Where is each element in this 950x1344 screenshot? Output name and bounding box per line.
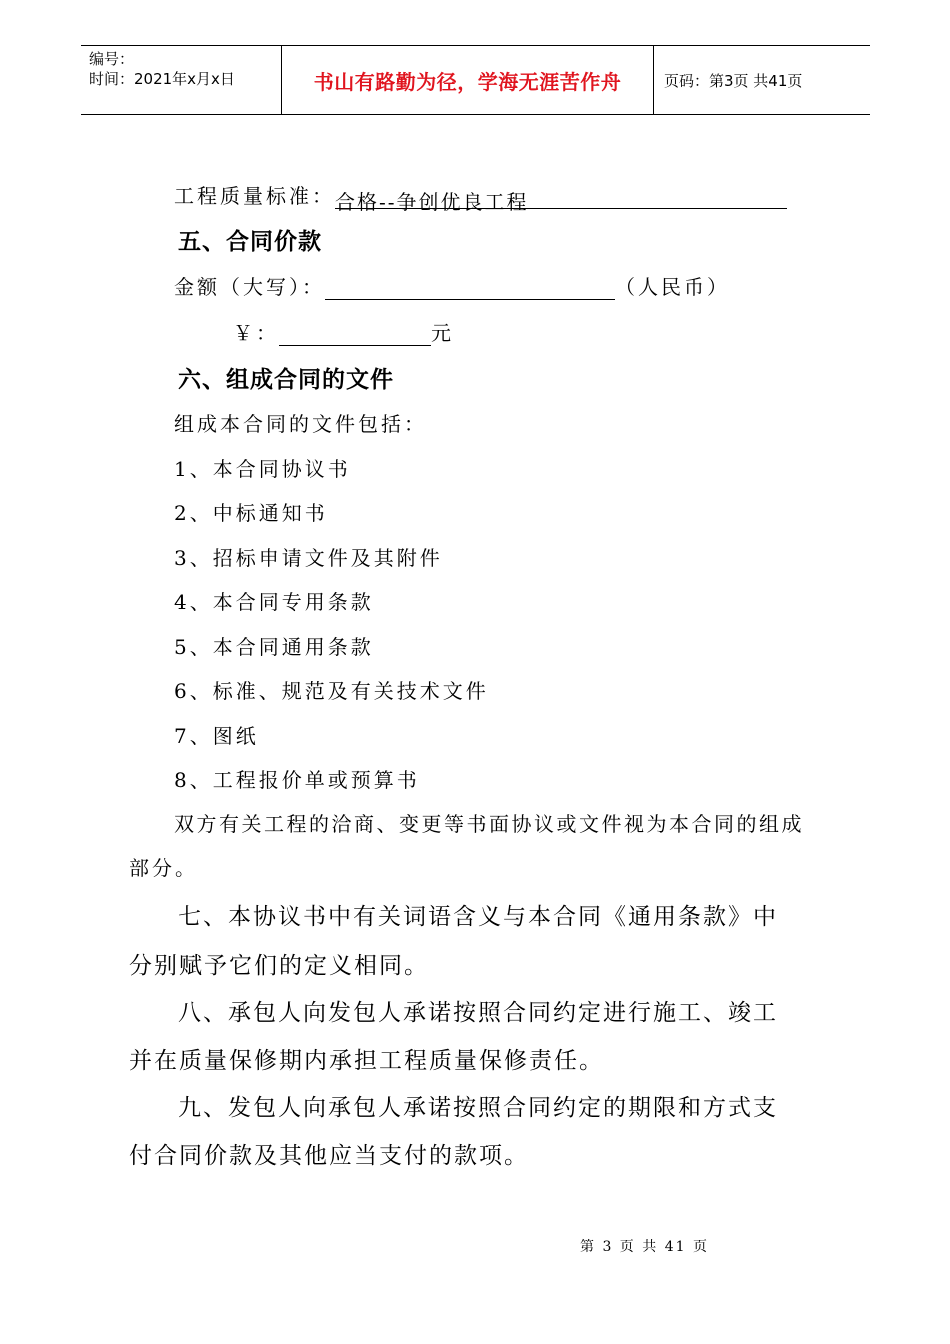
docs-intro: 组成本合同的文件包括： <box>174 412 427 436</box>
docs-note-line-2: 部分。 <box>129 856 198 880</box>
doc-item: 2、中标通知书 <box>174 501 328 525</box>
section-7-line-2: 分别赋予它们的定义相同。 <box>129 953 429 979</box>
yen-blank <box>279 323 431 346</box>
docs-note-line-1: 双方有关工程的洽商、变更等书面协议或文件视为本合同的组成 <box>174 812 804 836</box>
yen-label: ￥： <box>233 321 279 345</box>
doc-item: 5、本合同通用条款 <box>174 635 374 659</box>
amount-blank <box>325 277 615 300</box>
section-8-line-1: 八、承包人向发包人承诺按照合同约定进行施工、竣工 <box>178 1000 778 1026</box>
doc-item: 3、招标申请文件及其附件 <box>174 546 443 570</box>
quality-standard-line <box>174 180 787 214</box>
page-footer: 第 3 页 共 41 页 <box>580 1239 709 1255</box>
header-page-info: 页码：第3页 共41页 <box>664 71 803 90</box>
time-label: 时间：2021年x月x日 <box>89 70 235 88</box>
section-9-line-1: 九、发包人向承包人承诺按照合同约定的期限和方式支 <box>178 1095 778 1121</box>
header-meta <box>81 46 281 114</box>
section-7-line-1: 七、本协议书中有关词语含义与本合同《通用条款》中 <box>178 904 778 930</box>
doc-item: 1、本合同协议书 <box>174 457 351 481</box>
quality-value: 合格--争创优良工程 <box>335 186 787 209</box>
amount-suffix: （人民币） <box>615 275 730 299</box>
yen-line <box>233 317 454 346</box>
serial-label: 编号： <box>89 50 135 68</box>
doc-item: 6、标准、规范及有关技术文件 <box>174 679 489 703</box>
doc-item: 4、本合同专用条款 <box>174 590 374 614</box>
yen-unit: 元 <box>431 321 454 345</box>
amount-line <box>174 271 730 300</box>
page-header <box>81 45 870 115</box>
amount-label: 金额（大写）： <box>174 275 325 299</box>
doc-item: 8、工程报价单或预算书 <box>174 768 420 792</box>
section-5-title: 五、合同价款 <box>178 229 322 255</box>
doc-item: 7、图纸 <box>174 724 259 748</box>
section-8-line-2: 并在质量保修期内承担工程质量保修责任。 <box>129 1048 604 1074</box>
section-9-line-2: 付合同价款及其他应当支付的款项。 <box>129 1143 529 1169</box>
quality-label: 工程质量标准： <box>174 184 335 208</box>
header-motto: 书山有路勤为径，学海无涯苦作舟 <box>281 46 654 114</box>
section-6-title: 六、组成合同的文件 <box>178 367 394 393</box>
